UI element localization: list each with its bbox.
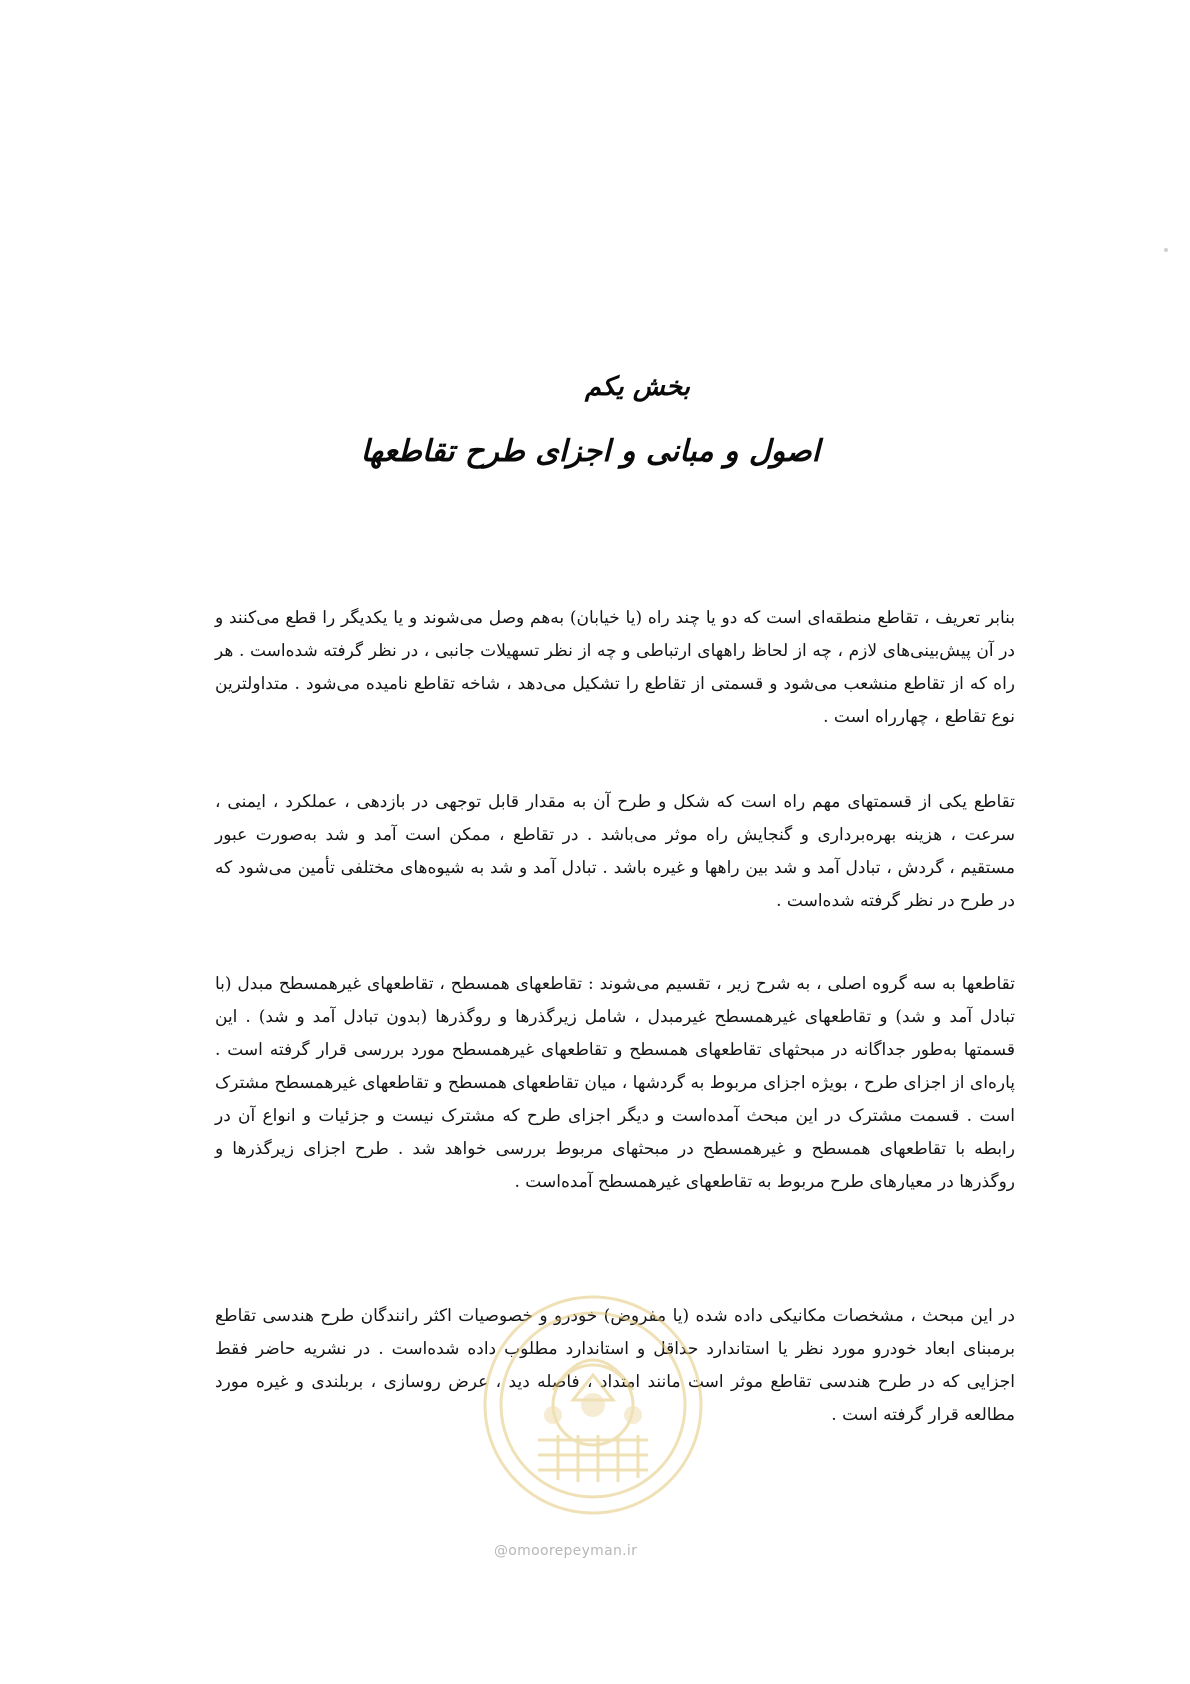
paragraph-definition: بنابر تعریف ، تقاطع منطقه‌ای است که دو یا چند راه (یا خیابان) به‌هم وصل می‌شوند و یا یکدیگر را قطع می‌کنند و در آن پیش‌بینی‌های لازم ، چه از لحاظ راههای ارتباطی و چه از نظر تسهیلات جانبی ، در نظر گرفته شده‌است . هر راه که از تقاطع منشعب می‌شود و قسمتی از تقاطع را تشکیل می‌دهد ، شاخه تقاطع نامیده می‌شود . متداولترین نوع تقاطع ، چهارراه است . (215, 608, 1015, 727)
section-title: اصول و مبانی و اجزای طرح تقاطعها (360, 434, 820, 469)
watermark-seal-icon (478, 1290, 708, 1520)
watermark-url: @omoorepeyman.ir (494, 1543, 638, 1559)
scan-speck (1164, 248, 1168, 252)
paragraph-classification: تقاطعها به سه گروه اصلی ، به شرح زیر ، تقسیم می‌شوند : تقاطعهای همسطح ، تقاطعهای غیرهمسطح مبدل (با تبادل آمد و شد) و تقاطعهای غیرهمسطح غیرمبدل ، شامل زیرگذرها و روگذرها (بدون تبادل آمد و شد) . این قسمتها به‌طور جداگانه در مبحثهای تقاطعهای همسطح و تقاطعهای غیرهمسطح مورد بررسی قرار گرفته است . پاره‌ای از اجزای طرح ، بویژه اجزای مربوط به گردشها ، میان تقاطعهای همسطح و تقاطعهای غیرهمسطح مشترک است . قسمت مشترک در این مبحث آمده‌است و دیگر اجزای طرح که مشترک نیست و جزئیات و انواع آن در رابطه با تقاطعهای همسطح و غیرهمسطح در مبحثهای مربوط بررسی خواهد شد . طرح اجزای زیرگذرها و روگذرها در معیارهای طرح مربوط به تقاطعهای غیرهمسطح آمده‌است . (215, 974, 1015, 1192)
section-label: بخش یکم (584, 372, 690, 402)
paragraph-importance: تقاطع یکی از قسمتهای مهم راه است که شکل و طرح آن به مقدار قابل توجهی در بازدهی ، عملکرد ، ایمنی ، سرعت ، هزینه بهره‌برداری و گنجایش راه موثر می‌باشد . در تقاطع ، ممکن است آمد و شد به‌صورت عبور مستقیم ، گردش ، تبادل آمد و شد بین راهها و غیره باشد . تبادل آمد و شد به شیوه‌های مختلفی تأمین می‌شود که در طرح در نظر گرفته شده‌است . (215, 792, 1015, 911)
paragraph-scope: در این مبحث ، مشخصات مکانیکی داده شده (یا مفروض) خودرو و خصوصیات اکثر رانندگان طرح هندسی تقاطع برمبنای ابعاد خودرو مورد نظر یا استاندارد حداقل و استاندارد مطلوب داده شده‌است . در نشریه حاضر فقط اجزایی که در طرح هندسی تقاطع موثر است مانند امتداد ، فاصله دید ، عرض روسازی ، بربلندی و غیره مورد مطالعه قرار گرفته است . (215, 1306, 1015, 1425)
